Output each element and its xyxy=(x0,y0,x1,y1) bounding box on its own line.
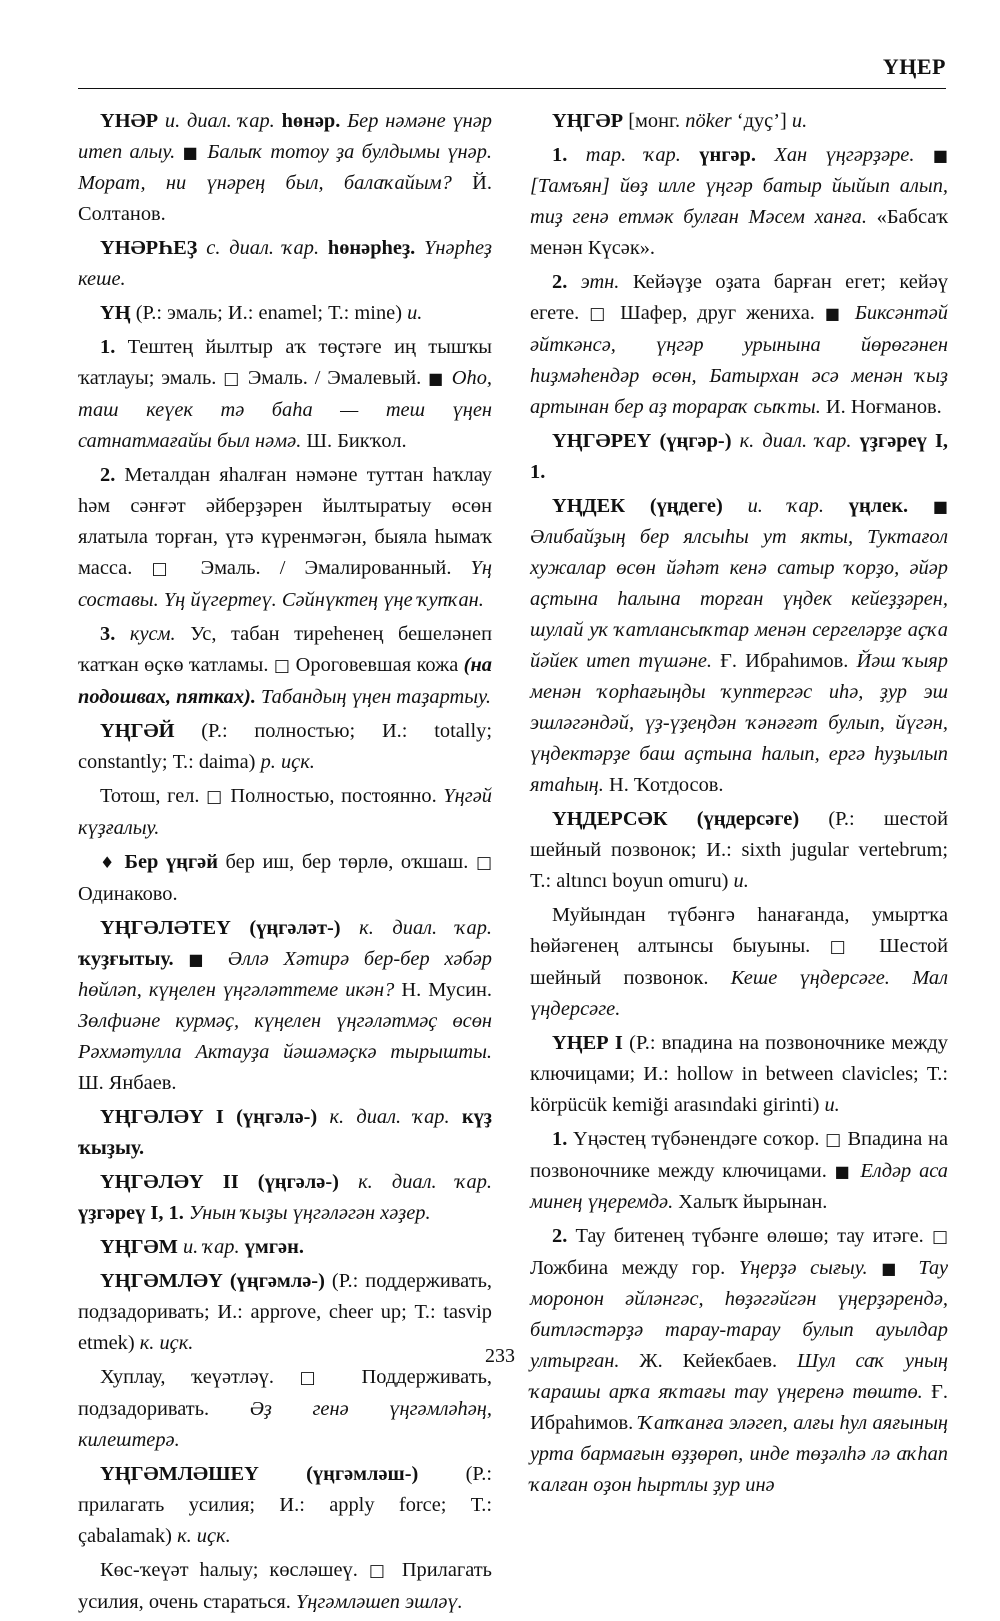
dictionary-paragraph xyxy=(78,1102,492,1164)
entry-text: Хуплау, ҡеүәтләү. xyxy=(100,1366,300,1388)
entry-italic-text: Зөлфиәне курмәҫ, күңелен үңгәләтмәҫ өсөн Рәхмәтулла Актауҙа йәшәмәҫкә тырышты. xyxy=(78,1010,492,1063)
entry-text: Тештең йылтыр аҡ төҫтәге иң тышҡы ҡатлауы; эмаль. xyxy=(78,336,492,389)
dictionary-paragraph xyxy=(530,426,948,488)
dictionary-paragraph xyxy=(78,1167,492,1229)
entry-italic-text: [Тамъян] йөҙ илле үңгәр батыр йыйып алып, тиҙ генә етмәк булған Мәсем ханға. xyxy=(530,175,948,228)
entry-text: Ложбина между гор. xyxy=(530,1257,739,1279)
dictionary-paragraph xyxy=(530,106,948,137)
square-marker-icon: □ xyxy=(206,787,224,807)
entry-headword: ҮҢ xyxy=(100,302,131,324)
entry-headword: һөнәр. xyxy=(281,110,341,132)
entry-headword: ҮҢГӘР xyxy=(552,110,624,132)
entry-text: И. Ноғманов. xyxy=(820,396,942,418)
entry-text: Үңәстең түбәнендәге соҡор. xyxy=(567,1128,826,1150)
entry-italic-text: Бер нәмәне үнәр итеп алыу. xyxy=(78,110,492,163)
square-marker-icon: □ xyxy=(368,1561,391,1581)
dictionary-paragraph xyxy=(78,1362,492,1456)
entry-text: Тау битенең түбәнге өлөшө; тау итәге. xyxy=(567,1225,932,1247)
dictionary-paragraph xyxy=(78,847,492,910)
entry-italic-text: Йәш ҡыяр менән ҡорһағыңды ҡуптергәс иһә, ҙур эш эшләгәндәй, үҙ-үҙеңдән ҡәнәғәт булып, йүгән, үңдектәрҙе баш аҫтына һалып, ергә һуҙылып ятаһың. xyxy=(530,650,948,796)
entry-headword: 3. xyxy=(100,623,116,645)
entry-text: (Р.: впадина на позвоночнике между ключицами; И.: hollow in between clavicles; Т.: körpücük kemiği arasındaki girinti) xyxy=(530,1032,948,1116)
dictionary-paragraph xyxy=(78,106,492,230)
entry-italic-text: Үң составы. Үң йүгертеү. Сәйнүктең үңе ҡупҡан. xyxy=(78,557,492,611)
entry-italic-text: Тау моронон әйләнгәс, һөҙәгәйгән үңерҙәрендә, битләстәрҙә тарау-тарау булып ауылдар ултырған. xyxy=(530,1257,948,1372)
entry-italic-text: Үңгәмләшеп эшләү. xyxy=(295,1591,463,1613)
entry-italic-text: Елдәр аса минең үңеремдә. xyxy=(530,1160,948,1213)
entry-text: [монг. xyxy=(623,110,686,132)
entry-italic-text: с. диал. ҡар. xyxy=(197,237,328,259)
entry-headword: ҮҢГӘЛӘТЕҮ (үңгәләт-) xyxy=(100,917,341,939)
bullet-marker-icon: ■ xyxy=(182,143,200,162)
entry-headword: ҮҢДЕК (үңдеге) xyxy=(552,495,723,517)
square-marker-icon: □ xyxy=(829,937,860,957)
dictionary-paragraph xyxy=(530,267,948,423)
bullet-marker-icon: ■ xyxy=(881,1259,905,1278)
entry-headword: 2. xyxy=(100,464,116,486)
entry-text: Н. Ҡотдосов. xyxy=(603,774,724,796)
entry-italic-text: Ҡапҡанға эләгеп, алғы һул аяғының урта бармағын өҙҙөрөп, инде төҙәлһә лә аҡһап ҡалған оҙон һыртлы ҙур инә xyxy=(530,1412,949,1496)
entry-headword: күҙ ҡыҙыу. xyxy=(78,1106,492,1159)
entry-text: Й. Солтанов. xyxy=(78,172,493,225)
bullet-marker-icon: ■ xyxy=(428,369,445,388)
dictionary-paragraph xyxy=(530,491,948,801)
page-number: 233 xyxy=(485,1345,515,1367)
entry-italic-text: и. xyxy=(824,1094,840,1116)
square-marker-icon: □ xyxy=(223,369,241,389)
dictionary-paragraph xyxy=(530,900,948,1025)
entry-headword: үмгән. xyxy=(244,1236,304,1258)
dictionary-paragraph xyxy=(530,140,948,264)
entry-headword: Бер үңгәй xyxy=(116,851,218,873)
dictionary-paragraph xyxy=(78,1555,492,1618)
square-marker-icon: □ xyxy=(151,559,182,579)
bullet-marker-icon: ■ xyxy=(932,146,949,165)
entry-italic-text: Оһо, таш кеүек тә баһа — теш үңен сатнатмағайы был нәмә. xyxy=(78,367,493,452)
entry-headword: 2. xyxy=(552,1225,568,1247)
bullet-marker-icon: ■ xyxy=(824,304,845,323)
entry-italic-text: Үңерҙә сығыу. xyxy=(738,1257,868,1279)
header-rule xyxy=(78,88,946,89)
entry-text: Металдан яһалған нәмәне туттан һаҡлау һәм сәнғәт әйберҙәрен йылтыратыу өсөн ялатыла торған, үтә күренмәгән, быяла һымаҡ масса. xyxy=(78,464,492,579)
entry-italic-text: к. диал. ҡар. xyxy=(338,1171,492,1193)
entry-text: Одинаково. xyxy=(78,883,178,905)
entry-italic-text: к. иҫк. xyxy=(139,1332,194,1354)
entry-italic-text: кусм. xyxy=(115,623,176,645)
entry-headword: ҮҢГӘЛӘҮ II (үңгәлә-) xyxy=(100,1171,339,1193)
entry-italic-text: и. ҡар. xyxy=(177,1236,245,1258)
entry-italic-text: nöker xyxy=(685,110,732,132)
dictionary-paragraph xyxy=(78,716,492,778)
dictionary-paragraph xyxy=(78,460,492,616)
entry-text: Эмаль. / Эмалевый. xyxy=(241,367,429,389)
entry-headword: ҮҢЕР I xyxy=(552,1032,623,1054)
entry-headword: 1. xyxy=(552,144,568,166)
dictionary-paragraph xyxy=(530,1028,948,1121)
entry-italic-text: Кеше үңдерсәге. Мал үңдерсәге. xyxy=(530,967,948,1020)
square-marker-icon: □ xyxy=(273,656,291,676)
dictionary-paragraph xyxy=(78,1232,492,1263)
entry-headword: 1. xyxy=(100,336,116,358)
bullet-marker-icon: ■ xyxy=(932,497,949,516)
entry-text: Прилагать усилия, очень стараться. xyxy=(78,1559,492,1613)
dictionary-paragraph xyxy=(78,298,492,329)
entry-text: (Р.: полностью; И.: totally; constantly; Т.: daima) xyxy=(78,720,492,773)
bullet-marker-icon: ♦ xyxy=(100,853,117,872)
entry-italic-text: Балыҡ тотоу ҙа булдымы үнәр. Морат, ни үнәрең был, балаҡайым? xyxy=(78,141,493,194)
entry-italic-text: Үнәрһеҙ кеше. xyxy=(78,237,492,290)
entry-text: Халыҡ йырынан. xyxy=(673,1191,828,1213)
dictionary-paragraph xyxy=(530,1124,948,1218)
dictionary-paragraph xyxy=(78,913,492,1099)
entry-text: (Р.: шестой шейный позвонок; И.: sixth jugular vertebrum; Т.: altıncı boyun omuru) xyxy=(530,808,948,892)
square-marker-icon: □ xyxy=(475,853,493,873)
left-column xyxy=(78,106,492,1621)
dictionary-paragraph xyxy=(78,1459,492,1552)
entry-headword: 2. xyxy=(552,271,568,293)
entry-headword: ҮҢГӘМ xyxy=(100,1236,178,1258)
entry-italic-text: Унын ҡыҙы үңгәләгән хәҙер. xyxy=(183,1202,431,1224)
entry-text xyxy=(174,948,189,970)
running-head: ҮҢЕР xyxy=(882,54,946,79)
entry-text: Эмаль. / Эмалированный. xyxy=(181,557,471,579)
entry-text: Муйындан түбәнгә һанағанда, умыртҡа һөйәгенең алтынсы быуыны. xyxy=(530,904,948,957)
entry-italic-text: р. иҫк. xyxy=(260,751,315,773)
entry-text: Н. Мусин. xyxy=(394,979,493,1001)
entry-headword: ҮҢГӘРЕҮ (үңгәр-) xyxy=(552,430,732,452)
entry-text: Ш. Бикҡол. xyxy=(301,430,407,452)
entry-italic-text: Биксәнтәй әйткәнсә, үңгәр урынына йөрөгәнен һиҙмәһендәр өсөн, Батырхан әсә менән ҡыҙ артынан бер аҙ торараҡ сыҡты. xyxy=(530,302,948,418)
entry-text xyxy=(868,1257,882,1279)
entry-italic-text: Әҙ генә үңгәмләһәң, килештерә. xyxy=(78,1398,492,1451)
entry-text: Тотош, гел. xyxy=(100,785,207,807)
entry-italic-text: этн. xyxy=(567,271,620,293)
entry-headword: үҙгәреү I, 1. xyxy=(530,430,949,483)
entry-italic-text: к. иҫк. xyxy=(177,1525,231,1547)
square-marker-icon: □ xyxy=(299,1368,336,1388)
dictionary-paragraph xyxy=(78,781,492,844)
entry-text: Кейәүҙе оҙата барған егет; кейәү егете. xyxy=(530,271,948,324)
entry-italic-text: к. диал. ҡар. xyxy=(317,1106,462,1128)
dictionary-paragraph xyxy=(78,332,492,457)
entry-headword: ҮҢГӘЙ xyxy=(100,720,175,742)
entry-italic-text: и. диал. ҡар. xyxy=(158,110,282,132)
entry-text: Поддерживать, подзадоривать. xyxy=(78,1366,492,1420)
entry-text: Ж. Кейекбаев. xyxy=(619,1350,797,1372)
entry-italic-text: и. xyxy=(407,302,423,324)
entry-italic-text: к. диал. ҡар. xyxy=(731,430,860,452)
entry-text: Ш. Янбаев. xyxy=(78,1072,177,1094)
entry-headword: үңлек. xyxy=(848,495,909,517)
dictionary-paragraph xyxy=(78,233,492,295)
entry-text: (Р.: поддерживать, подзадоривать; И.: approve, cheer up; Т.: tasvip etmek) xyxy=(78,1270,492,1354)
entry-headword: ҡуҙғытыу. xyxy=(78,948,174,970)
entry-text: Шафер, друг жениха. xyxy=(610,302,825,324)
entry-italic-text: к. диал. ҡар. xyxy=(340,917,492,939)
entry-headword: ҮҢГӘМЛӘШЕҮ (үңгәмләш-) xyxy=(100,1463,419,1485)
entry-italic-text: и. xyxy=(791,110,808,132)
entry-text: Шестой шейный позвонок. xyxy=(530,935,949,989)
square-marker-icon: □ xyxy=(931,1227,948,1247)
entry-text: бер иш, бер төрлө, оҡшаш. xyxy=(217,851,476,873)
entry-text: Ус, табан тиреһенең бешеләнеп ҡатҡан өҫкө ҡатламы. xyxy=(78,623,492,676)
entry-italic-text: Әлибайҙың бер ялсыһы ут якты, Туктағол хужалар өсөн йәһәт кенә сатыр ҡорҙо, әйәр аҫтына һалына торған үңдек кейеҙҙәрен, шулай уҡ ҡатлансыҡтар менән сергеләрҙе аҫҡа йәйек итеп түшәне. xyxy=(530,526,948,672)
entry-bold-italic-text: (на подошвах, пятках). xyxy=(78,654,492,708)
entry-text: (Р.: эмаль; И.: enamel; Т.: mine) xyxy=(130,302,408,324)
entry-headword: үнгәр. xyxy=(699,144,756,166)
entry-headword: ҮҢГӘМЛӘҮ (үңгәмлә-) xyxy=(100,1270,325,1292)
entry-text xyxy=(908,495,933,517)
entry-text: Ғ. Ибраһимов. xyxy=(712,650,857,672)
entry-text: Полностью, постоянно. xyxy=(223,785,444,807)
entry-text: ‘дуҫ’] xyxy=(731,110,792,132)
entry-headword: ҮҢГӘЛӘҮ I (үңгәлә-) xyxy=(100,1106,318,1128)
entry-text: Впадина на позвоночнике между ключицами. xyxy=(530,1128,948,1182)
entry-headword: үҙгәреү I, 1. xyxy=(78,1202,184,1224)
entry-italic-text: Табандың үңен таҙартыу. xyxy=(255,686,491,708)
entry-headword: һөнәрһеҙ. xyxy=(327,237,416,259)
right-column xyxy=(530,106,948,1504)
bullet-marker-icon: ■ xyxy=(188,950,214,969)
dictionary-paragraph xyxy=(78,619,492,713)
entry-italic-text: Шул саҡ уның ҡарашы арҡа яҡтағы тау үңеренә төштө. xyxy=(530,1350,948,1403)
square-marker-icon: □ xyxy=(825,1130,842,1150)
entry-headword: ҮҢДЕРСӘК (үңдерсәге) xyxy=(552,808,800,830)
bullet-marker-icon: ■ xyxy=(834,1162,853,1181)
entry-italic-text: Хан үңгәрҙәре. xyxy=(755,144,933,166)
entry-text: (Р.: прилагать усилия; И.: apply force; Т.: çabalamak) xyxy=(78,1463,492,1547)
dictionary-paragraph xyxy=(530,804,948,897)
entry-headword: ҮНӘР xyxy=(100,110,159,132)
entry-italic-text: и. ҡар. xyxy=(722,495,849,517)
square-marker-icon: □ xyxy=(589,304,611,324)
entry-text: «Бабсаҡ менән Күсәк». xyxy=(530,206,948,259)
entry-text: Ғ. Ибраһимов. xyxy=(530,1381,949,1434)
entry-italic-text: тар. ҡар. xyxy=(567,144,700,166)
entry-headword: 1. xyxy=(552,1128,568,1150)
entry-italic-text: и. xyxy=(733,870,749,892)
entry-italic-text: Әллә Хәтирә бер-бер хәбәр һөйләп, күңелен үңгәләттеме икән? xyxy=(78,948,492,1001)
entry-text: Көс-ҡеүәт һалыу; көсләшеү. xyxy=(100,1559,369,1581)
entry-italic-text: Үңгәй күҙғалыу. xyxy=(78,785,492,839)
entry-text: Ороговевшая кожа xyxy=(290,654,464,676)
entry-headword: ҮНӘРҺЕҘ xyxy=(100,237,198,259)
